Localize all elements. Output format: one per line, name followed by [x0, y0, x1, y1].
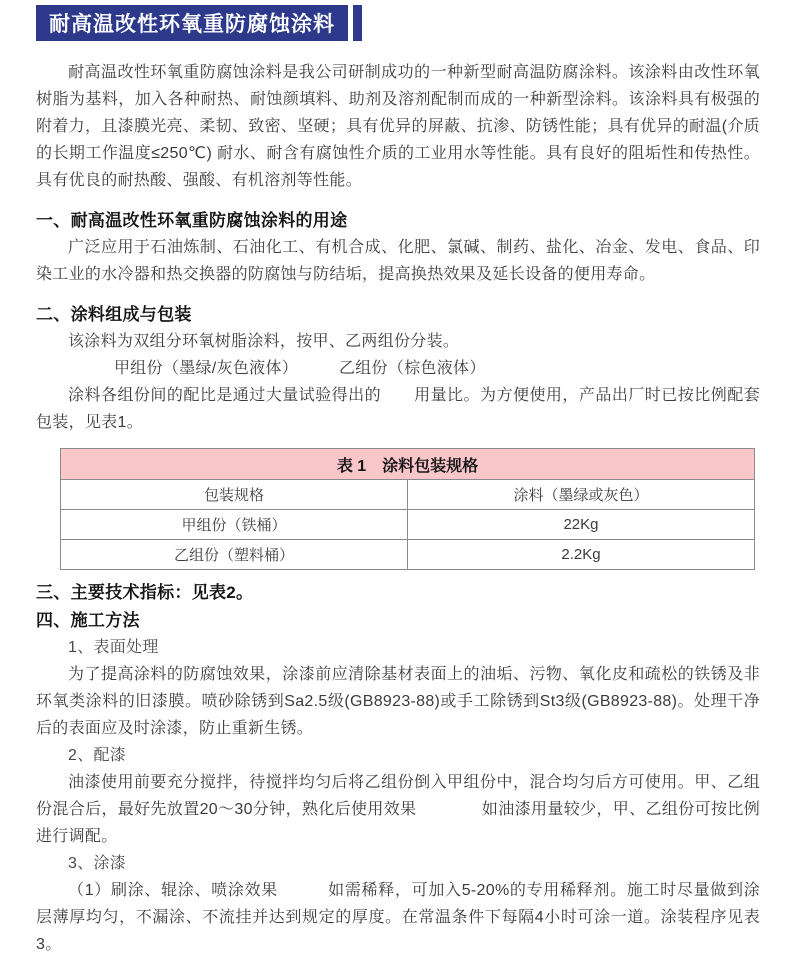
table-header-spec: 包装规格 [61, 480, 408, 510]
sub1-title: 1、表面处理 [68, 639, 159, 656]
table-row [61, 540, 755, 570]
page-title: 耐高温改性环氧重防腐蚀涂料 [36, 5, 348, 41]
sub2-title: 2、配漆 [68, 747, 127, 764]
title-banner-accent-bar [353, 5, 362, 41]
table-row [61, 510, 755, 540]
sub2-body: 油漆使用前要充分搅拌，待搅拌均匀后将乙组份倒入甲组份中，混合均匀后方可使用。甲、乙组份混合后，最好先放置20～30分钟，熟化后使用效果 如油漆用量较少，甲、乙组份可按比例进行调配。 [36, 774, 760, 845]
section2-components-line: 甲组份（墨绿/灰色液体） 乙组份（棕色液体） [114, 360, 486, 377]
section2-heading: 二、涂料组成与包装 [36, 305, 192, 324]
table-header-row [61, 480, 755, 510]
intro-paragraph: 耐高温改性环氧重防腐蚀涂料是我公司研制成功的一种新型耐高温防腐涂料。该涂料由改性环氧树脂为基料，加入各种耐热、耐蚀颜填料、助剂及溶剂配制而成的一种新型涂料。该涂料具有极强的附着力，且漆膜光亮、柔韧、致密、坚硬；具有优异的屏蔽、抗渗、防锈性能；具有优异的耐温(介质的长期工作温度≤250℃) 耐水、耐含有腐蚀性介质的工业用水等性能。具有良好的阻垢性和传热性。具有优良的耐热酸、强酸、有机溶剂等性能。 [36, 64, 760, 189]
table-cell-weight-a: 22Kg [408, 510, 755, 540]
sub1-body: 为了提高涂料的防腐蚀效果，涂漆前应清除基材表面上的油垢、污物、氧化皮和疏松的铁锈及非环氧类涂料的旧漆膜。喷砂除锈到Sa2.5级(GB8923-88)或手工除锈到St3级(GB8923-88)。处理干净后的表面应及时涂漆，防止重新生锈。 [36, 666, 760, 737]
table-header-coating: 涂料（墨绿或灰色） [408, 480, 755, 510]
title-banner [36, 5, 760, 41]
section1-body: 广泛应用于石油炼制、石油化工、有机合成、化肥、氯碱、制药、盐化、冶金、发电、食品、印染工业的水冷器和热交换器的防腐蚀与防结垢，提高换热效果及延长设备的便用寿命。 [36, 239, 760, 283]
section2-para2: 涂料各组份间的配比是通过大量试验得出的 用量比。为方便使用，产品出厂时已按比例配套包装，见表1。 [36, 387, 760, 431]
table-cell-component-a: 甲组份（铁桶） [61, 510, 408, 540]
sub3-body: （1）刷涂、辊涂、喷涂效果 如需稀释，可加入5-20%的专用稀释剂。施工时尽量做到涂层薄厚均匀，不漏涂、不流挂并达到规定的厚度。在常温条件下每隔4小时可涂一道。涂装程序见表3。 [36, 882, 760, 953]
section1-heading: 一、耐高温改性环氧重防腐蚀涂料的用途 [36, 211, 348, 230]
sub3-title: 3、涂漆 [68, 855, 127, 872]
section3-heading: 三、主要技术指标：见表2。 [36, 583, 254, 602]
table-title-row [61, 449, 755, 480]
packaging-spec-table [60, 448, 755, 570]
section2-para1: 该涂料为双组分环氧树脂涂料，按甲、乙两组份分装。 [68, 333, 460, 350]
table-cell-component-b: 乙组份（塑料桶） [61, 540, 408, 570]
table-title: 表 1 涂料包装规格 [61, 449, 755, 480]
table-cell-weight-b: 2.2Kg [408, 540, 755, 570]
section4-heading: 四、施工方法 [36, 611, 140, 630]
